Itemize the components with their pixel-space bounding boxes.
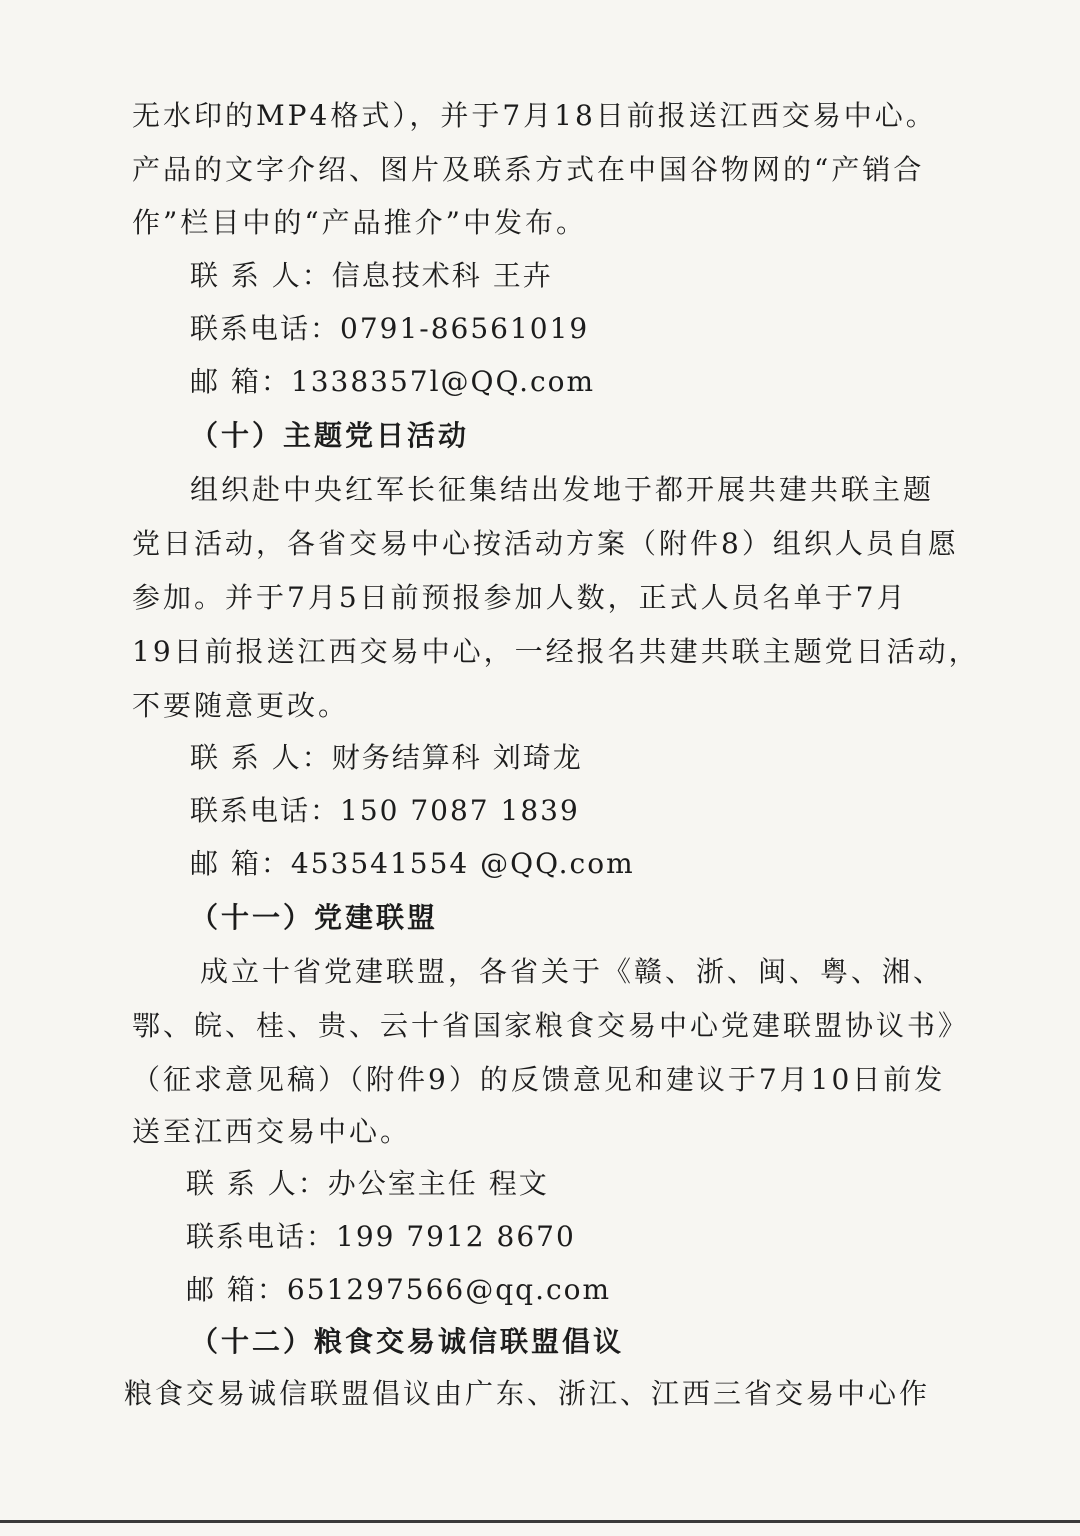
- contact-phone: 联系电话：0791-86561019: [190, 312, 590, 345]
- text-line: 不要随意更改。: [132, 689, 350, 722]
- text-line: 组织赴中央红军长征集结出发地于都开展共建共联主题: [190, 473, 935, 506]
- text-line: 成立十省党建联盟，各省关于《赣、浙、闽、粤、湘、: [200, 955, 945, 988]
- text-line: 作”栏目中的“产品推介”中发布。: [132, 206, 587, 239]
- contact-phone: 联系电话：199 7912 8670: [186, 1220, 576, 1253]
- contact-phone: 联系电话：150 7087 1839: [190, 794, 580, 827]
- text-line: 19日前报送江西交易中心，一经报名共建共联主题党日活动，: [132, 635, 980, 668]
- contact-person: 联 系 人：信息技术科 王卉: [190, 259, 553, 292]
- text-line: 鄂、皖、桂、贵、云十省国家粮食交易中心党建联盟协议书》: [132, 1009, 970, 1042]
- section-heading: （十）主题党日活动: [190, 419, 470, 452]
- text-line: （征求意见稿）（附件9）的反馈意见和建议于7月10日前发: [132, 1063, 946, 1096]
- text-line: 产品的文字介绍、图片及联系方式在中国谷物网的“产销合: [132, 153, 925, 186]
- text-line: 无水印的MP4格式），并于7月18日前报送江西交易中心。: [132, 99, 937, 132]
- text-line: 粮食交易诚信联盟倡议由广东、浙江、江西三省交易中心作: [124, 1377, 931, 1410]
- contact-person: 联 系 人：办公室主任 程文: [186, 1167, 549, 1200]
- contact-email: 邮 箱：453541554 @QQ.com: [190, 847, 635, 880]
- section-heading: （十二）粮食交易诚信联盟倡议: [190, 1325, 625, 1358]
- scan-edge-line: [0, 1520, 1080, 1523]
- contact-email: 邮 箱：651297566@qq.com: [186, 1273, 612, 1306]
- contact-person: 联 系 人：财务结算科 刘琦龙: [190, 741, 583, 774]
- text-line: 党日活动，各省交易中心按活动方案（附件8）组织人员自愿: [132, 527, 959, 560]
- text-line: 送至江西交易中心。: [132, 1115, 412, 1148]
- contact-email: 邮 箱：1338357l@QQ.com: [190, 365, 596, 398]
- section-heading: （十一）党建联盟: [190, 901, 439, 934]
- text-line: 参加。并于7月5日前预报参加人数，正式人员名单于7月: [132, 581, 908, 614]
